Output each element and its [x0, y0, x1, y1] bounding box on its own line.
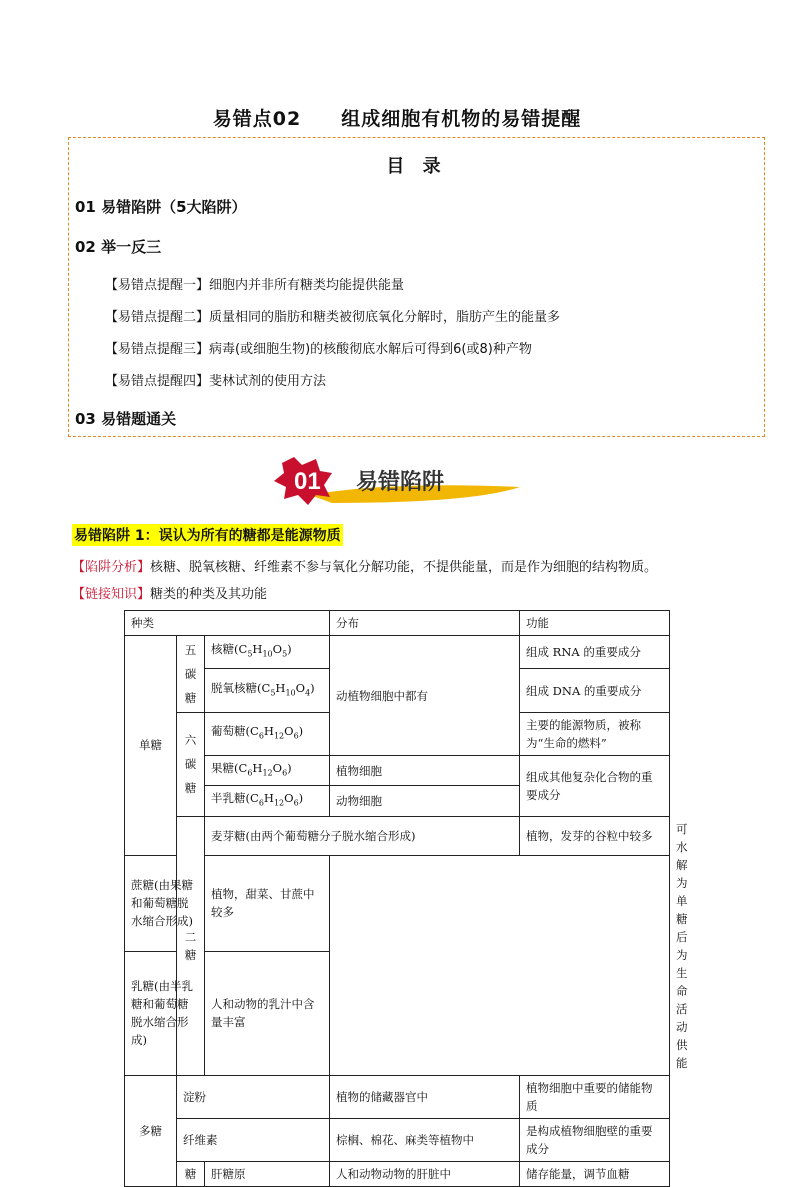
cell-dist-all: 动植物细胞中都有 — [330, 636, 520, 756]
toc-item-01: 01 易错陷阱（5大陷阱） — [75, 198, 247, 216]
sugar-table — [124, 610, 688, 1187]
cell-deoxyribose: 脱氧核糖$(C_5H_{10}O_4)$ — [205, 669, 330, 713]
cell-func-starch: 植物细胞中重要的储能物质 — [520, 1075, 670, 1118]
table-row — [125, 951, 670, 1075]
cell-cellulose: 纤维素 — [177, 1118, 330, 1161]
cell-dist-maltose: 植物，发芽的谷粒中较多 — [520, 816, 670, 855]
cell-ribose: 核糖$(C_5H_{10}O_5)$ — [205, 636, 330, 669]
link-text: 糖类的种类及其功能 — [150, 587, 268, 602]
cell-maltose: 麦芽糖(由两个葡萄糖分子脱水缩合形成) — [205, 816, 520, 855]
toc-box — [68, 137, 765, 437]
cell-func-other: 组成其他复杂化合物的重要成分 — [520, 756, 670, 817]
cell-func-glucose: 主要的能源物质，被称为“生命的燃料” — [520, 713, 670, 756]
cell-dist-starch: 植物的储藏器官中 — [330, 1075, 520, 1118]
cell-polysaccharide: 多糖 — [125, 1075, 177, 1186]
table-row — [125, 1118, 670, 1161]
toc-subitem-3: 【易错点提醒三】病毒(或细胞生物)的核酸彻底水解后可得到6(或8)种产物 — [105, 342, 532, 357]
table-row — [125, 855, 670, 951]
section-banner — [272, 455, 522, 505]
cell-dist-plant: 植物细胞 — [330, 756, 520, 786]
cell-glucose: 葡萄糖$(C_6H_{12}O_6)$ — [205, 713, 330, 756]
page-title-left: 易错点02 — [212, 108, 302, 130]
cell-fructose: 果糖$(C_6H_{12}O_6)$ — [205, 756, 330, 786]
cell-five-carbon: 五 碳 糖 — [177, 636, 205, 713]
banner-text: 易错陷阱 — [356, 470, 445, 495]
toc-item-03: 03 易错题通关 — [75, 410, 177, 428]
cell-disaccharide: 二糖 — [177, 816, 205, 1075]
cell-starch: 淀粉 — [177, 1075, 330, 1118]
page-title-right: 组成细胞有机物的易错提醒 — [341, 108, 582, 130]
table-row — [125, 1161, 670, 1186]
table-row — [125, 756, 670, 786]
banner-num: 01 — [294, 468, 321, 495]
cell-dist-sucrose: 植物，甜菜、甘蔗中较多 — [205, 855, 330, 951]
pitfall-title: 易错陷阱 1：误认为所有的糖都是能源物质 — [72, 524, 343, 546]
cell-glycogen-prefix: 糖 — [177, 1161, 205, 1186]
toc-item-02: 02 举一反三 — [75, 238, 162, 256]
cell-func-dna: 组成 DNA 的重要成分 — [520, 669, 670, 713]
cell-sucrose: 蔗糖(由果糖和葡萄糖脱水缩合形成) — [125, 855, 205, 951]
cell-dist-glycogen: 人和动物动物的肝脏中 — [330, 1161, 520, 1186]
cell-func-cellulose: 是构成植物细胞壁的重要成分 — [520, 1118, 670, 1161]
header-distribution: 分布 — [330, 611, 520, 636]
header-kind: 种类 — [125, 611, 330, 636]
cell-dist-animal: 动物细胞 — [330, 786, 520, 816]
toc-subitem-4: 【易错点提醒四】斐林试剂的使用方法 — [105, 374, 327, 389]
analysis-text: 核糖、脱氧核糖、纤维素不参与氧化分解功能，不提供能量，而是作为细胞的结构物质。 — [150, 560, 658, 575]
cell-monosaccharide: 单糖 — [125, 636, 177, 856]
toc-subitem-2: 【易错点提醒二】质量相同的脂肪和糖类被彻底氧化分解时，脂肪产生的能量多 — [105, 310, 561, 325]
table-row: 二糖 麦芽糖(由两个葡萄糖分子脱水缩合形成) 植物，发芽的谷粒中较多 可水解为单糖后为生命活动供能 — [125, 816, 670, 855]
cell-six-carbon: 六 碳 糖 — [177, 713, 205, 817]
cell-dist-lactose: 人和动物的乳汁中含量丰富 — [205, 951, 330, 1075]
page-title — [0, 104, 794, 131]
analysis-tag: 【陷阱分析】 — [72, 560, 151, 575]
toc-subitem-1: 【易错点提醒一】细胞内并非所有糖类均能提供能量 — [105, 278, 405, 293]
table-row — [125, 1075, 670, 1118]
table-row — [125, 611, 670, 636]
cell-lactose: 乳糖(由半乳糖和葡萄糖脱水缩合形成) — [125, 951, 205, 1075]
link-paragraph — [72, 583, 267, 602]
analysis-paragraph — [72, 556, 657, 575]
table-row — [125, 636, 670, 669]
cell-dist-cellulose: 棕榈、棉花、麻类等植物中 — [330, 1118, 520, 1161]
header-function: 功能 — [520, 611, 670, 636]
cell-glycogen: 肝糖原 — [205, 1161, 330, 1186]
link-tag: 【链接知识】 — [72, 587, 151, 602]
cell-func-rna: 组成 RNA 的重要成分 — [520, 636, 670, 669]
cell-galactose: 半乳糖$(C_6H_{12}O_6)$ — [205, 786, 330, 816]
cell-func-glycogen: 储存能量，调节血糖 — [520, 1161, 670, 1186]
toc-heading: 目 录 — [386, 156, 447, 177]
